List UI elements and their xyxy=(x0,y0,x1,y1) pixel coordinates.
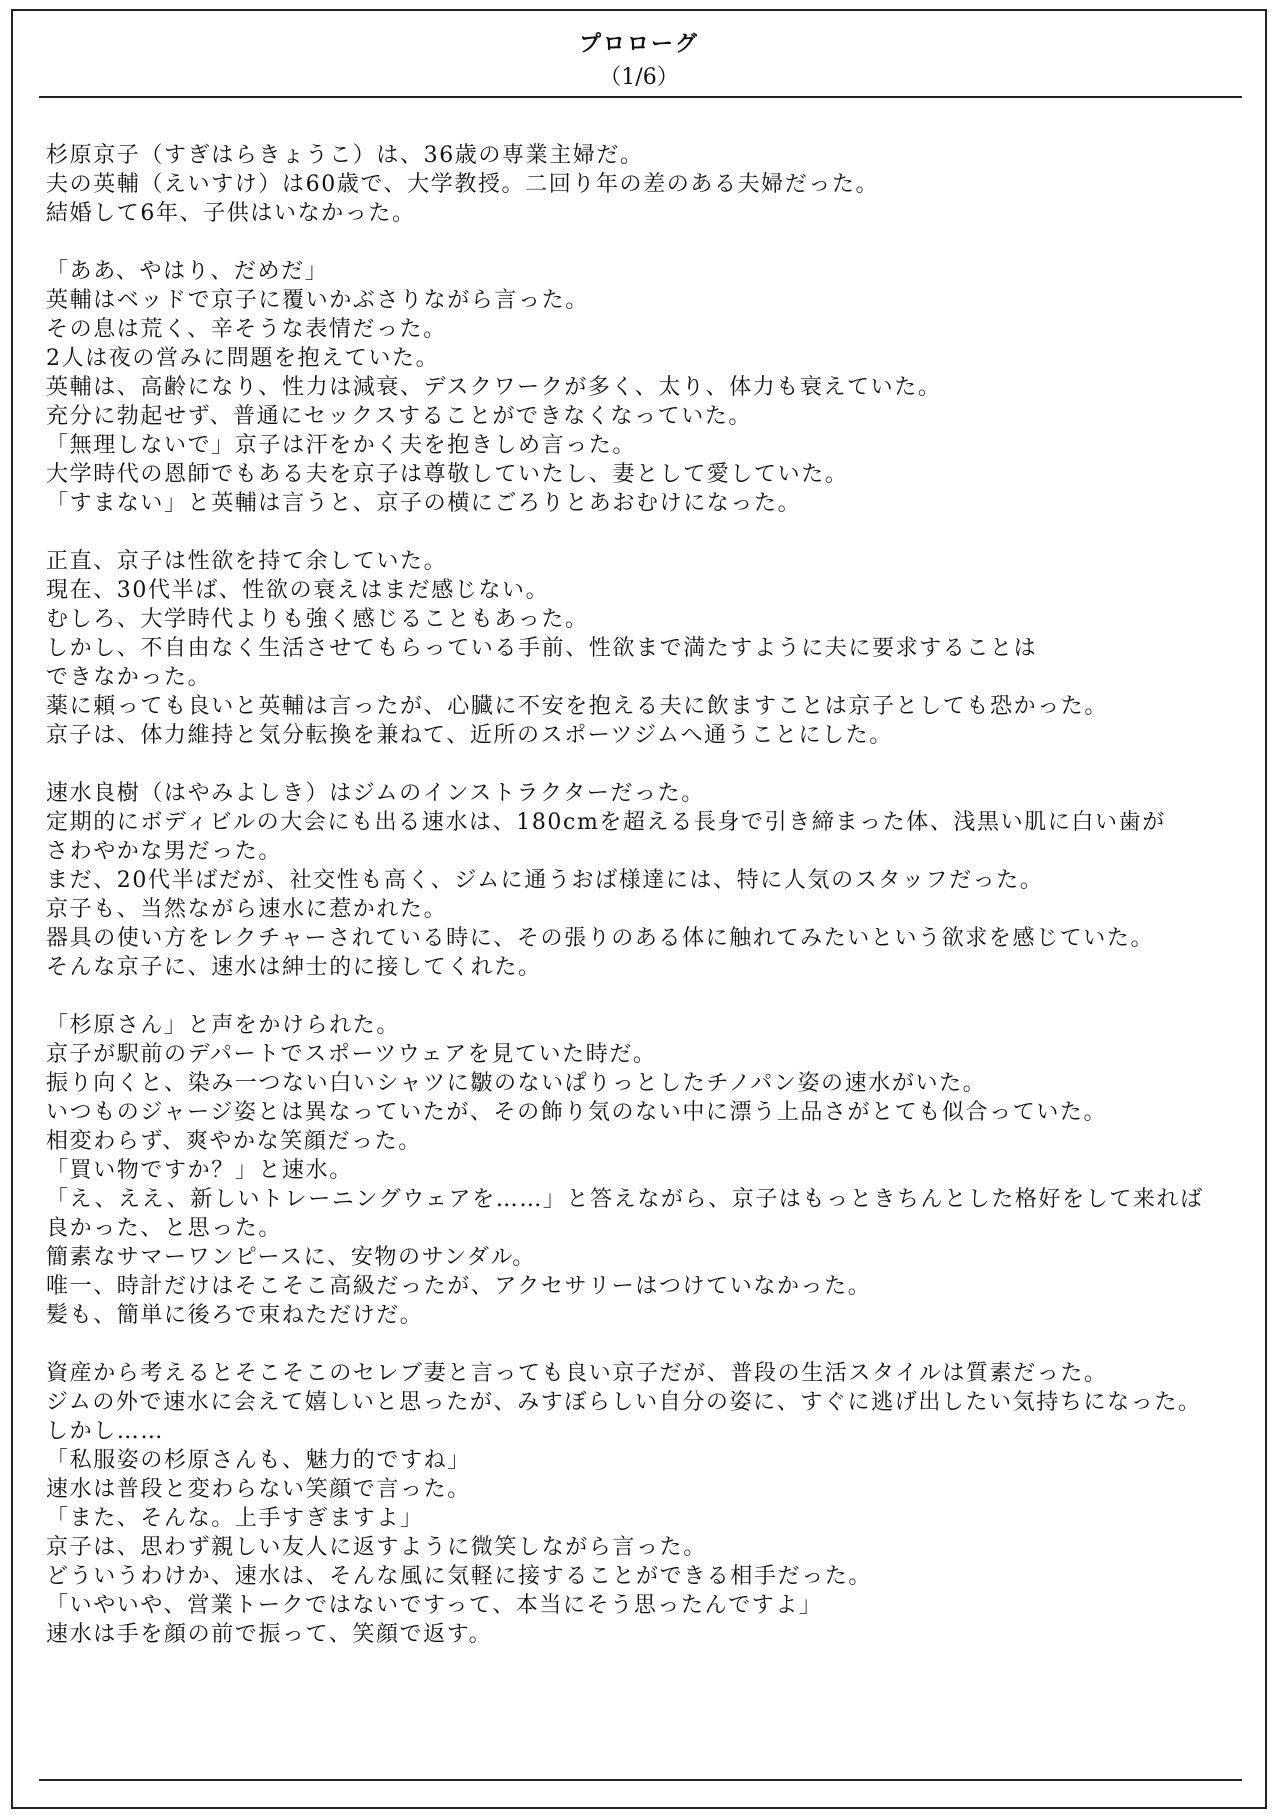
text-line: ジムの外で速水に会えて嬉しいと思ったが、みすぼらしい自分の姿に、すぐに逃げ出したい気持ちになった。 xyxy=(46,1390,1202,1415)
text-line: 振り向くと、染み一つない白いシャツに皺のないぱりっとしたチノパン姿の速水がいた。 xyxy=(46,1071,987,1096)
text-line: 現在、30代半ば、性欲の衰えはまだ感じない。 xyxy=(46,578,550,603)
text-line: 杉原京子（すぎはらきょうこ）は、36歳の専業主婦だ。 xyxy=(46,143,644,168)
text-line: 「いやいや、営業トークではないですって、本当にそう思ったんですよ」 xyxy=(46,1593,823,1618)
text-line: 充分に勃起せず、普通にセックスすることができなくなっていた。 xyxy=(46,404,753,429)
text-line: 英輔はベッドで京子に覆いかぶさりながら言った。 xyxy=(46,288,589,313)
text-line: 「え、ええ、新しいトレーニングウェアを……」と答えながら、京子はもっときちんとした格好をして来れば xyxy=(46,1187,1204,1212)
text-line: 2人は夜の営みに問題を抱えていた。 xyxy=(46,346,440,371)
text-line: 髪も、簡単に後ろで束ねただけだ。 xyxy=(46,1303,424,1328)
text-line: 速水は手を顔の前で振って、笑顔で返す。 xyxy=(46,1622,493,1647)
text-line: 薬に頼っても良いと英輔は言ったが、心臓に不安を抱える夫に飲ますことは京子としても恐かった。 xyxy=(46,694,1109,719)
text-line: 速水良樹（はやみよしき）はジムのインストラクターだった。 xyxy=(46,781,705,806)
text-line: 大学時代の恩師でもある夫を京子は尊敬していたし、妻として愛していた。 xyxy=(46,462,849,487)
text-line: 速水は普段と変わらない笑顔で言った。 xyxy=(46,1477,471,1502)
text-line: まだ、20代半ばだが、社交性も高く、ジムに通うおば様達には、特に人気のスタッフだった。 xyxy=(46,868,1044,893)
paragraph xyxy=(46,779,1246,982)
text-line: 良かった、と思った。 xyxy=(46,1216,283,1241)
text-line: 定期的にボディビルの大会にも出る速水は、180cmを超える長身で引き締まった体、浅黒い肌に白い歯が xyxy=(46,810,1166,835)
text-line: 京子が駅前のデパートでスポーツウェアを見ていた時だ。 xyxy=(46,1042,657,1067)
text-line: 「ああ、やはり、だめだ」 xyxy=(46,259,329,284)
text-line: その息は荒く、辛そうな表情だった。 xyxy=(46,317,447,342)
text-line: どういうわけか、速水は、そんな風に気軽に接することができる相手だった。 xyxy=(46,1564,873,1589)
chapter-title: プロローグ xyxy=(578,31,699,57)
text-line: しかし、不自由なく生活させてもらっている手前、性欲まで満たすように夫に要求することは xyxy=(46,636,1038,661)
text-line: さわやかな男だった。 xyxy=(46,839,283,864)
text-line: 夫の英輔（えいすけ）は60歳で、大学教授。二回り年の差のある夫婦だった。 xyxy=(46,172,880,197)
text-line: 簡素なサマーワンピースに、安物のサンダル。 xyxy=(46,1245,536,1270)
footer-divider xyxy=(39,1779,1242,1781)
paragraph xyxy=(46,257,1246,518)
text-line: しかし…… xyxy=(46,1419,165,1444)
paragraph xyxy=(46,1011,1246,1330)
text-line: 結婚して6年、子供はいなかった。 xyxy=(46,201,416,226)
page-indicator: （1/6） xyxy=(599,65,679,90)
text-line: 京子は、体力維持と気分転換を兼ねて、近所のスポーツジムへ通うことにした。 xyxy=(46,723,893,748)
story-body xyxy=(46,141,1246,1678)
text-line: 「私服姿の杉原さんも、魅力的ですね」 xyxy=(46,1448,471,1473)
paragraph xyxy=(46,547,1246,750)
text-line: 唯一、時計だけはそこそこ高級だったが、アクセサリーはつけていなかった。 xyxy=(46,1274,872,1299)
text-line: 器具の使い方をレクチャーされている時に、その張りのある体に触れてみたいという欲求を感じていた。 xyxy=(46,926,1155,951)
text-line: いつものジャージ姿とは異なっていたが、その飾り気のない中に漂う上品さがとても似合っていた。 xyxy=(46,1100,1108,1125)
text-line: 「杉原さん」と声をかけられた。 xyxy=(46,1013,401,1038)
paragraph xyxy=(46,141,1246,228)
text-line: できなかった。 xyxy=(46,665,212,690)
text-line: 英輔は、高齢になり、性力は減衰、デスクワークが多く、太り、体力も衰えていた。 xyxy=(46,375,942,400)
text-line: 京子は、思わず親しい友人に返すように微笑しながら言った。 xyxy=(46,1535,707,1560)
text-line: 「また、そんな。上手すぎますよ」 xyxy=(46,1506,424,1531)
text-line: 「買い物ですか？」と速水。 xyxy=(46,1158,353,1183)
text-line: 「すまない」と英輔は言うと、京子の横にごろりとあおむけになった。 xyxy=(46,491,802,516)
text-line: 「無理しないで」京子は汗をかく夫を抱きしめ言った。 xyxy=(46,433,637,458)
paragraph xyxy=(46,1359,1246,1649)
text-line: 資産から考えるとそこそこのセレブ妻と言っても良い京子だが、普段の生活スタイルは質素だった。 xyxy=(46,1361,1108,1386)
text-line: 相変わらず、爽やかな笑顔だった。 xyxy=(46,1129,422,1154)
header-divider xyxy=(39,96,1242,98)
page-frame xyxy=(11,9,1267,1809)
text-line: そんな京子に、速水は紳士的に接してくれた。 xyxy=(46,955,542,980)
text-line: むしろ、大学時代よりも強く感じることもあった。 xyxy=(46,607,589,632)
text-line: 正直、京子は性欲を持て余していた。 xyxy=(46,549,448,574)
text-line: 京子も、当然ながら速水に惹かれた。 xyxy=(46,897,448,922)
